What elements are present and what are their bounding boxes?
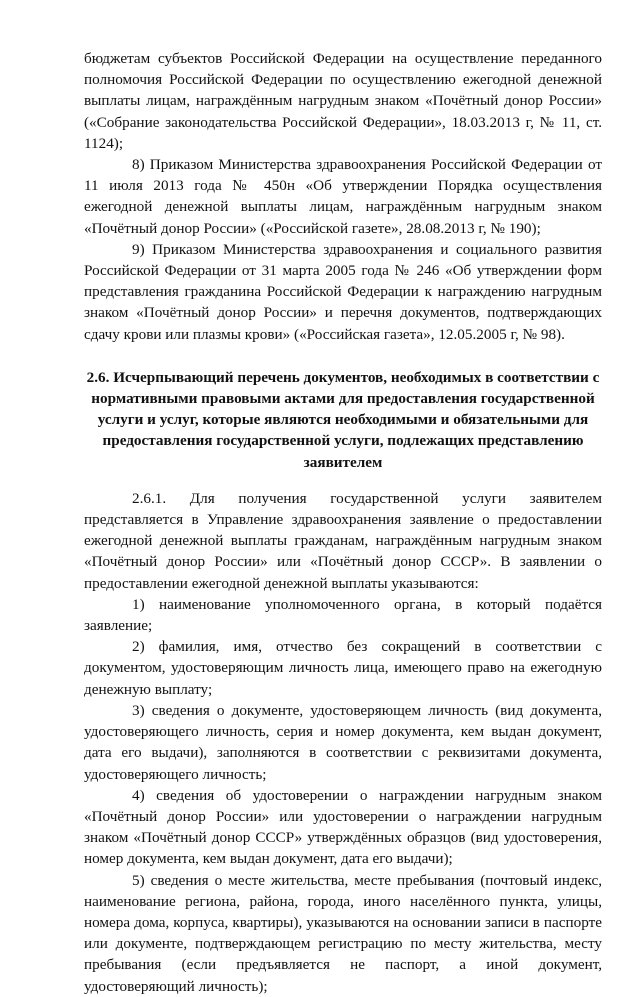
list-item-4: 4) сведения об удостоверении о награждении нагрудным знаком «Почётный донор России» или удостоверении о награждении нагрудным знаком «Почётный донор СССР» утверждённых образцов (вид удостоверения, номер документа, кем выдан документ, дата его выдачи);: [84, 786, 602, 868]
list-item-1: 1) наименование уполномоченного органа, в который подаётся заявление;: [84, 595, 602, 635]
list-item-5: 5) сведения о месте жительства, месте пребывания (почтовый индекс, наименование региона, района, города, иного населённого пункта, улицы, номера дома, корпуса, квартиры), указываются на основании записи в паспорте или документе, подтверждающем регистрацию по месту жительства, месту пребывания (если предъявляется не паспорт, а иной документ, удостоверяющий личность);: [84, 871, 602, 995]
paragraph-2-6-1: 2.6.1. Для получения государственной услуги заявителем представляется в Управление здравоохранения заявление о предоставлении ежегодной денежной выплаты гражданам, награждённым нагрудным знаком «Почётный донор России» или «Почётный донор СССР». В заявлении о предоставлении ежегодной денежной выплаты указываются:: [84, 489, 602, 592]
continuation-paragraph: бюджетам субъектов Российской Федерации на осуществление переданного полномочия Российской Федерации по осуществлению ежегодной денежной выплаты лицам, награждённым нагрудным знаком «Почётный донор России» («Собрание законодательства Российской Федерации», 18.03.2013 г, № 11, ст. 1124);: [84, 50, 602, 152]
list-item-2: 2) фамилия, имя, отчество без сокращений в соответствии с документом, удостоверяющим личность лица, имеющего право на ежегодную денежную выплату;: [84, 638, 602, 698]
legal-act-item-9: 9) Приказом Министерства здравоохранения и социального развития Российской Федерации от 31 марта 2005 года № 246 «Об утверждении форм представления гражданина Российской Федерации к награждению нагрудным знаком «Почётный донор России» и перечня документов, подтверждающих сдачу крови или плазмы крови» («Российская газета», 12.05.2005 г, № 98).: [84, 240, 602, 343]
list-item-3: 3) сведения о документе, удостоверяющем личность (вид документа, удостоверяющего личность, серия и номер документа, кем выдан документ, дата его выдачи), заполняются в соответствии с реквизитами документа, удостоверяющего личность;: [84, 701, 602, 783]
section-heading-2-6: 2.6. Исчерпывающий перечень документов, необходимых в соответствии с нормативными правовыми актами для предоставления государственной услуги и услуг, которые являются необходимыми и обязательными для предоставления государственной услуги, подлежащих представлению заявителем: [86, 368, 600, 471]
legal-act-item-8: 8) Приказом Министерства здравоохранения Российской Федерации от 11 июля 2013 года № 450н «Об утверждении Порядка осуществления ежегодной денежной выплаты лицам, награждённым нагрудным знаком «Почётный донор России» («Российской газете», 28.08.2013 г, № 190);: [84, 156, 602, 237]
document-page: [84, 48, 602, 997]
